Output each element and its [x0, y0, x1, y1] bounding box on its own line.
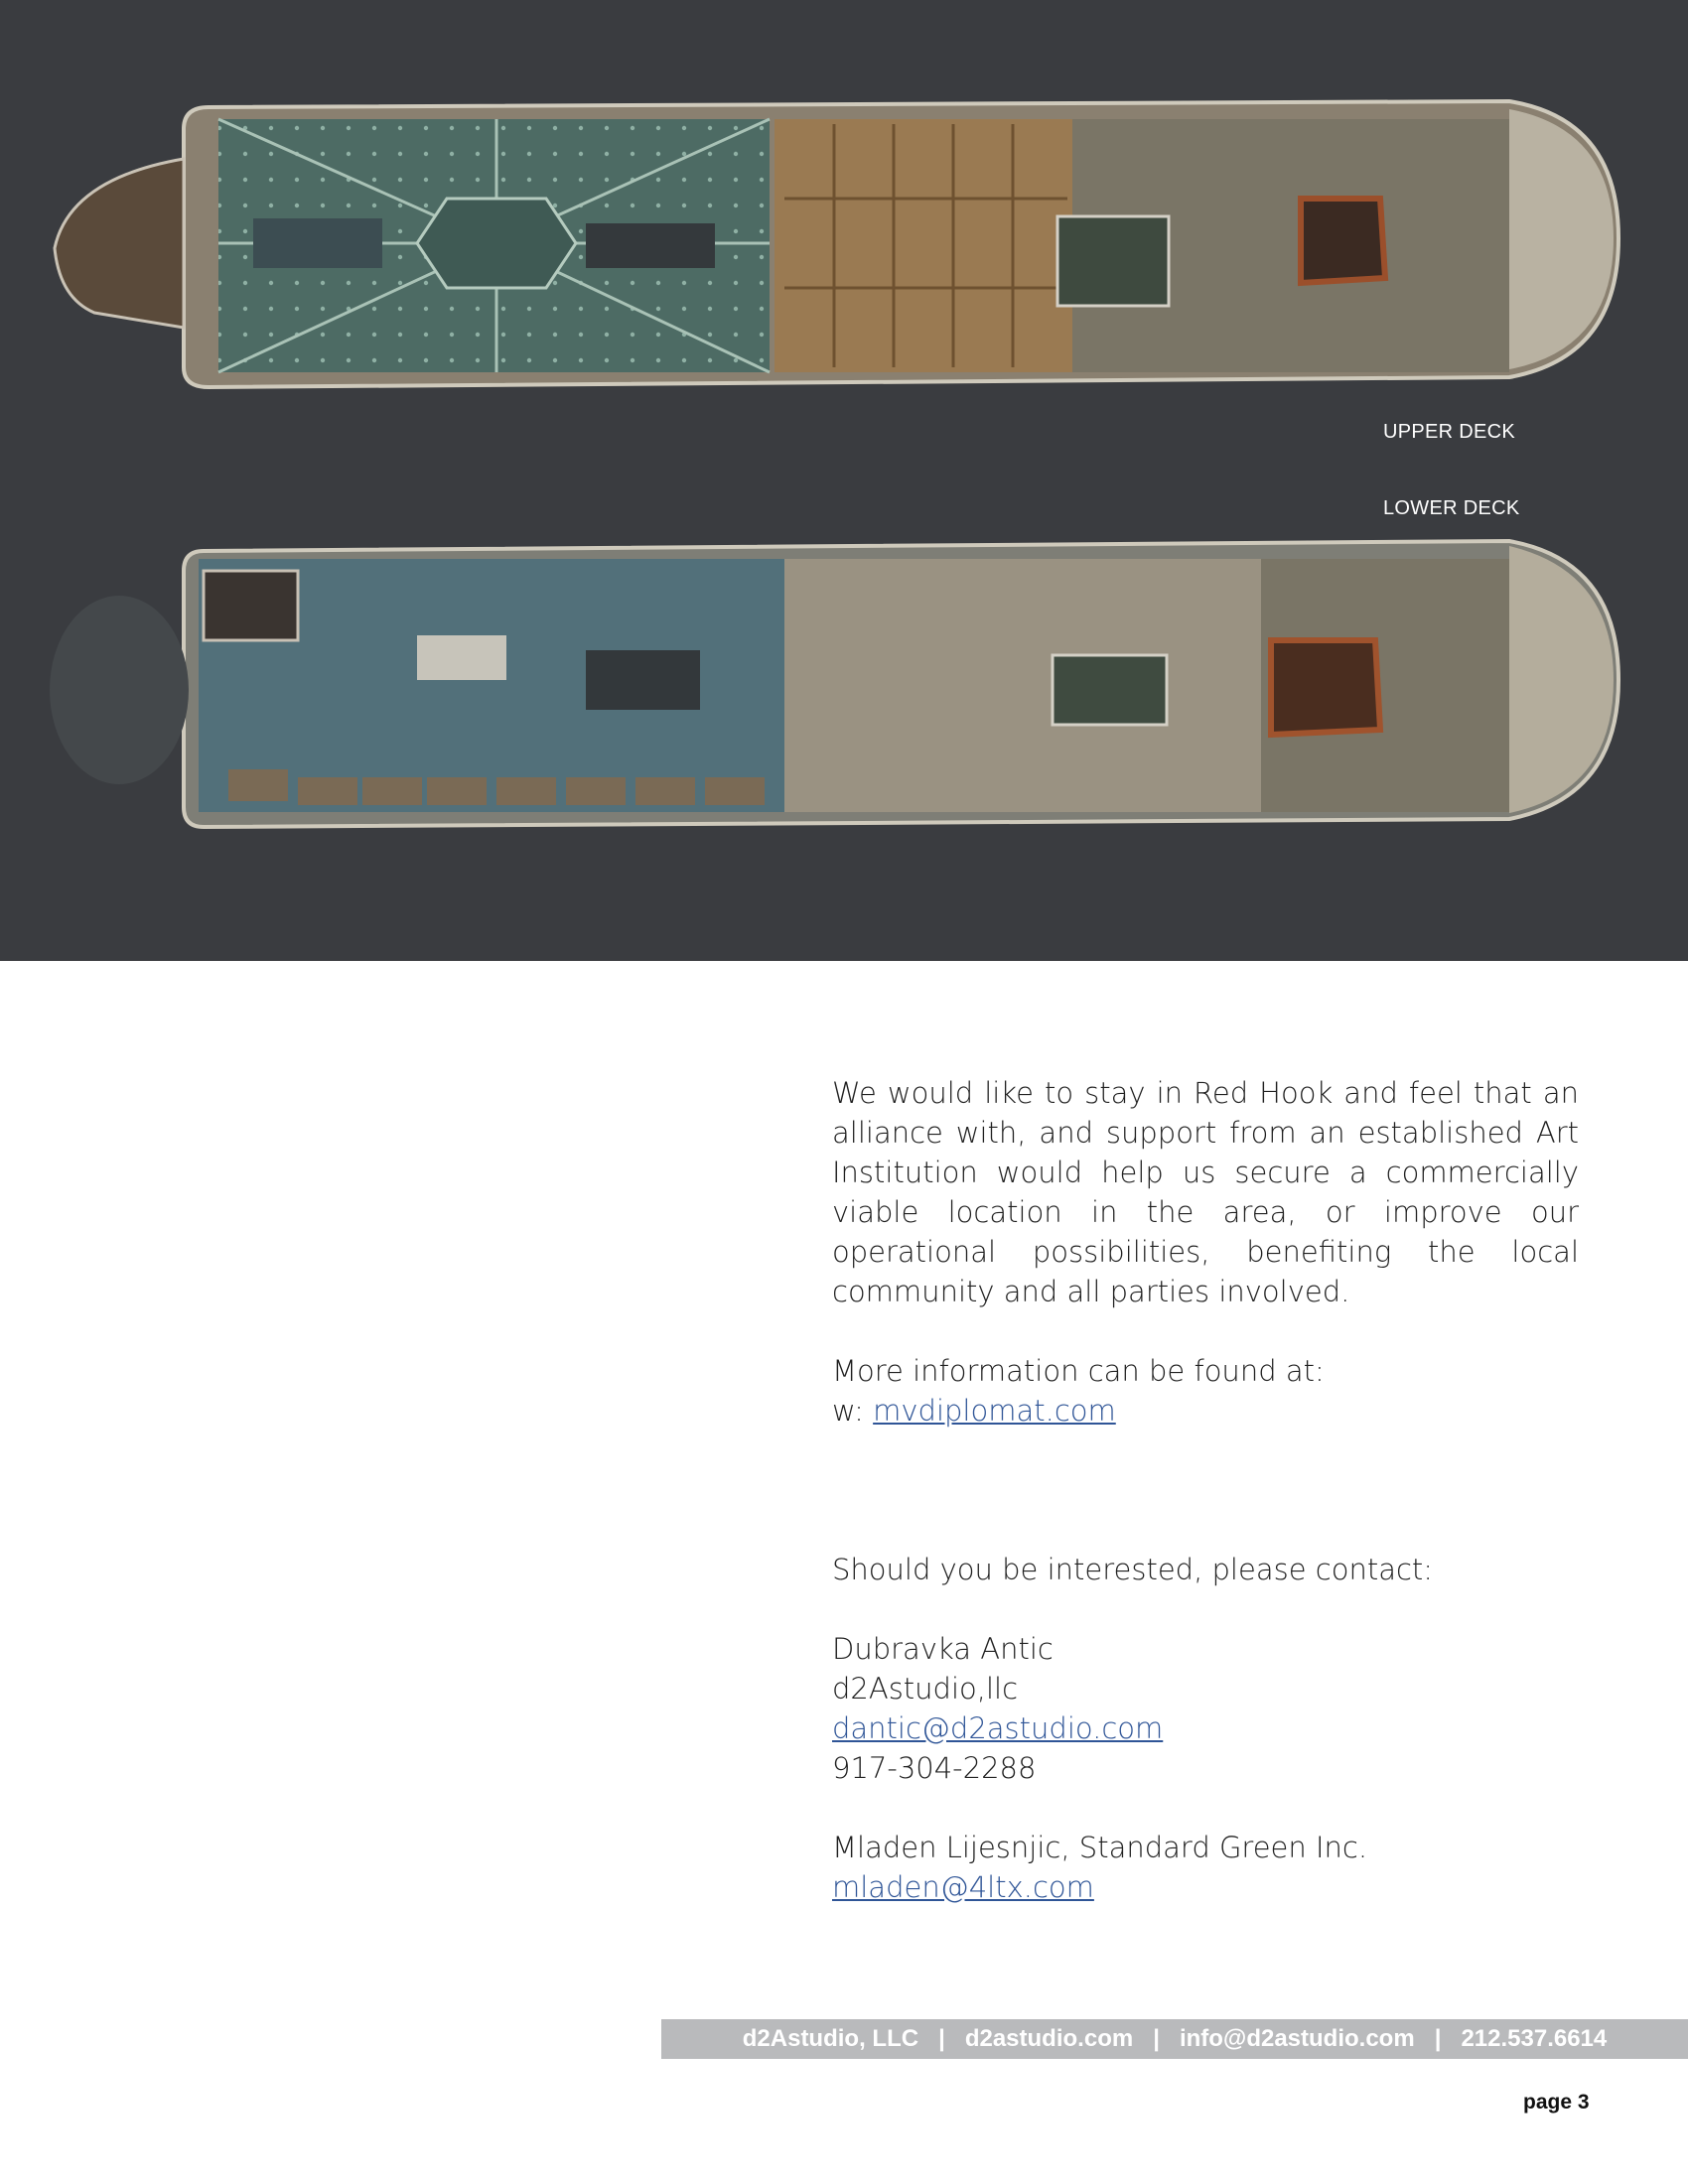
more-info-block	[832, 1351, 1579, 1431]
more-info-lead: More information can be found at:	[832, 1354, 1325, 1388]
website-prefix: w:	[832, 1394, 874, 1428]
footer-separator: |	[1153, 2025, 1160, 2052]
intro-paragraph: We would like to stay in Red Hook and feel that an alliance with, and support from an established Art Institution would help us secure a commercially viable location in the area, or improve our operational possibilities, benefiting the local community and all parties involved.	[832, 1076, 1579, 1308]
deck-plan-panel	[0, 0, 1688, 961]
website-link[interactable]: mvdiplomat.com	[873, 1394, 1116, 1428]
footer-separator: |	[938, 2025, 945, 2052]
footer-company: d2Astudio, LLC	[742, 2025, 919, 2052]
footer-separator: |	[1434, 2025, 1442, 2052]
lower-deck-label: LOWER DECK	[1383, 497, 1520, 519]
page-number: page 3	[1523, 2091, 1590, 2114]
footer-phone: 212.537.6614	[1461, 2025, 1608, 2052]
contact-company-1: d2Astudio,llc	[832, 1672, 1019, 1706]
footer-email[interactable]: info@d2astudio.com	[1179, 2025, 1415, 2052]
contact-email-2[interactable]: mladen@4ltx.com	[832, 1870, 1094, 1904]
footer-bar	[661, 2019, 1688, 2059]
footer-site[interactable]: d2astudio.com	[964, 2025, 1134, 2052]
upper-deck-image	[0, 89, 1688, 417]
contact-name-1: Dubravka Antic	[832, 1632, 1054, 1666]
contact-lead: Should you be interested, please contact:	[832, 1553, 1434, 1586]
contact-email-1[interactable]: dantic@d2astudio.com	[832, 1711, 1164, 1745]
contact-name-2: Mladen Lijesnjic, Standard Green Inc.	[832, 1831, 1368, 1864]
lower-deck-image	[0, 531, 1688, 844]
contact-phone-1: 917-304-2288	[832, 1751, 1037, 1785]
upper-deck-label: UPPER DECK	[1383, 421, 1516, 443]
website-line	[832, 1391, 1579, 1431]
contact-block	[832, 1550, 1579, 1907]
